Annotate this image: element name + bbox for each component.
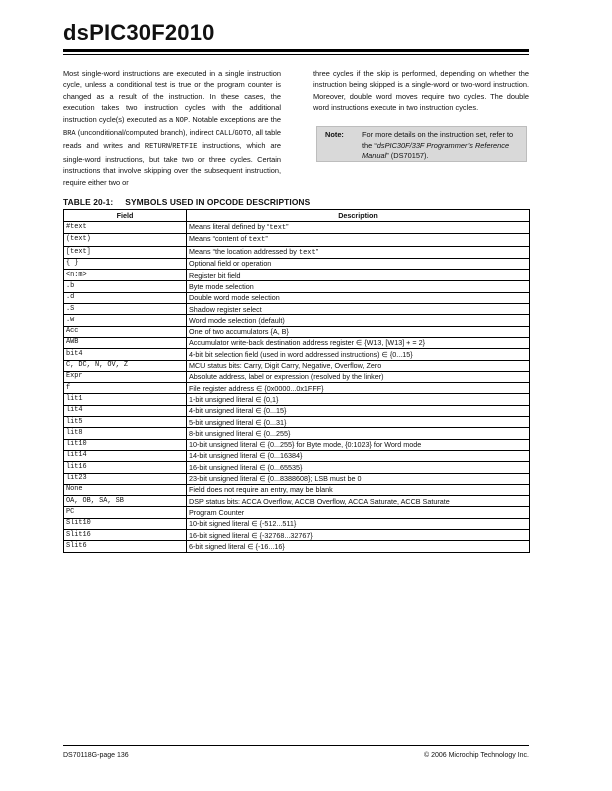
table-row (64, 234, 530, 246)
table-row (64, 360, 530, 371)
field-cell: .d (64, 292, 187, 303)
text-run: 4-bit unsigned literal ∈ {0...15} (189, 406, 287, 416)
text-run: (unconditional/computed branch), indirect (75, 128, 216, 138)
description-cell (187, 292, 530, 303)
text-run: Program Counter (189, 507, 245, 517)
field-cell: Slit6 (64, 541, 187, 552)
field-cell: [text] (64, 246, 187, 258)
field-cell: f (64, 383, 187, 394)
field-cell: lit23 (64, 473, 187, 484)
field-cell: OA, OB, SA, SB (64, 496, 187, 507)
text-run: . Notable exceptions are the (188, 114, 281, 124)
table-row (64, 337, 530, 348)
code-term: RETURN (144, 143, 171, 152)
code-term: GOTO (234, 130, 252, 139)
description-cell (187, 349, 530, 360)
description-cell (187, 360, 530, 371)
text-run: 10-bit unsigned literal ∈ {0...255} for Byte mode, {0:1023} for Word mode (189, 440, 422, 450)
text-run: Optional field or operation (189, 259, 272, 269)
table-row (64, 462, 530, 473)
description-cell (187, 496, 530, 507)
footer-copyright: © 2006 Microchip Technology Inc. (423, 752, 529, 759)
text-run: 16-bit signed literal ∈ {-32768...32767} (189, 530, 313, 540)
description-cell (187, 337, 530, 348)
table-row (64, 383, 530, 394)
table-row (64, 530, 530, 541)
description-cell (187, 439, 530, 450)
field-cell: bit4 (64, 349, 187, 360)
text-run: One of two accumulators {A, B} (189, 327, 289, 337)
field-cell: C, DC, N, OV, Z (64, 360, 187, 371)
text-run: Means “the location addressed by (189, 246, 299, 256)
field-cell: (text) (64, 234, 187, 246)
table-row (64, 405, 530, 416)
table-caption (63, 197, 310, 207)
table-row (64, 349, 530, 360)
description-cell (187, 315, 530, 326)
header-rule-thick (63, 49, 529, 52)
text-run: 6-bit signed literal ∈ {-16...16} (189, 541, 285, 551)
description-cell (187, 371, 530, 382)
description-cell (187, 417, 530, 428)
text-run: Absolute address, label or expression (resolved by the linker) (189, 372, 384, 382)
field-cell: lit5 (64, 417, 187, 428)
description-cell (187, 462, 530, 473)
page-title: dsPIC30F2010 (63, 20, 215, 45)
body-paragraph-left (63, 68, 281, 188)
text-run: ” (286, 222, 289, 231)
description-cell (187, 405, 530, 416)
text-run: Means “content of (189, 234, 249, 244)
text-run: Accumulator write-back destination address register ∈ {W13, [W13] + = 2} (189, 338, 425, 348)
table-row (64, 518, 530, 529)
footer-rule (63, 745, 529, 746)
note-text (362, 130, 524, 162)
text-run: Word mode selection (default) (189, 315, 285, 325)
description-cell (187, 246, 530, 258)
note-box (316, 126, 527, 162)
field-cell: lit14 (64, 450, 187, 461)
text-run: Double word mode selection (189, 293, 280, 303)
field-cell: lit10 (64, 439, 187, 450)
field-cell: Acc (64, 326, 187, 337)
note-reference-title: dsPIC30F/33F Programmer’s Reference Manual (362, 140, 510, 161)
text-run: instructions, which are single-word instructions, but take two or three cycles. Certain instructions that involve skipping over the subsequent instruction, require either two or (63, 141, 281, 187)
body-paragraph-right: three cycles if the skip is performed, depending on whether the instruction being skipped is a single-word or two-word instruction. Moreover, double word moves require two cycles. The double word instructions execute in two instruction cycles. (313, 69, 529, 113)
code-term: text (269, 224, 287, 232)
table-row (64, 507, 530, 518)
table-header-row (64, 210, 530, 222)
description-cell (187, 541, 530, 552)
field-cell: None (64, 484, 187, 495)
text-run: Register bit field (189, 270, 241, 280)
table-row (64, 417, 530, 428)
text-run: 4-bit bit selection field (used in word addressed instructions) ∈ {0...15} (189, 349, 413, 359)
table-row (64, 222, 530, 234)
field-cell: .S (64, 304, 187, 315)
note-text-after: ” (DS70157). (386, 151, 429, 161)
text-run: 16-bit unsigned literal ∈ {0...65535} (189, 462, 303, 472)
header-field: Field (64, 210, 187, 222)
description-cell (187, 473, 530, 484)
text-run: / (232, 128, 235, 138)
description-cell (187, 450, 530, 461)
description-cell (187, 281, 530, 292)
text-run: 8-bit unsigned literal ∈ {0...255} (189, 428, 291, 438)
table-row (64, 246, 530, 258)
text-run: Field does not require an entry, may be blank (189, 485, 333, 495)
code-term: CALL (215, 130, 233, 139)
description-cell (187, 270, 530, 281)
text-run: 14-bit unsigned literal ∈ {0...16384} (189, 451, 303, 461)
field-cell: .b (64, 281, 187, 292)
text-run: 23-bit unsigned literal ∈ {0...8388608}; LSB must be 0 (189, 474, 362, 484)
description-cell (187, 258, 530, 269)
text-run: File register address ∈ {0x0000...0x1FFF} (189, 383, 324, 393)
code-term: RETFIE (172, 143, 198, 152)
table-row (64, 315, 530, 326)
field-cell: #text (64, 222, 187, 234)
footer-document-id: DS70118G-page 136 (63, 752, 129, 759)
description-cell (187, 222, 530, 234)
field-cell: lit1 (64, 394, 187, 405)
table-row (64, 439, 530, 450)
field-cell: { } (64, 258, 187, 269)
field-cell: lit16 (64, 462, 187, 473)
field-cell: lit4 (64, 405, 187, 416)
field-cell: <n:m> (64, 270, 187, 281)
table-row (64, 270, 530, 281)
header-rule-thin (63, 54, 529, 55)
description-cell (187, 507, 530, 518)
text-run: MCU status bits: Carry, Digit Carry, Negative, Overflow, Zero (189, 361, 382, 371)
description-cell (187, 530, 530, 541)
field-cell: Expr (64, 371, 187, 382)
table-row (64, 281, 530, 292)
text-run: Byte mode selection (189, 281, 254, 291)
table-row (64, 258, 530, 269)
description-cell (187, 383, 530, 394)
text-run: ” (265, 234, 268, 244)
text-run: Shadow register select (189, 304, 262, 314)
text-run: Means literal defined by “ (189, 222, 270, 231)
text-run: , all table reads and writes and (63, 128, 281, 151)
text-run: / (170, 141, 173, 151)
table-row (64, 484, 530, 495)
description-cell (187, 326, 530, 337)
text-run: DSP status bits: ACCA Overflow, ACCB Overflow, ACCA Saturate, ACCB Saturate (189, 496, 450, 506)
table-row (64, 450, 530, 461)
header-description: Description (187, 210, 530, 222)
table-title: SYMBOLS USED IN OPCODE DESCRIPTIONS (125, 197, 311, 207)
table-row (64, 371, 530, 382)
description-cell (187, 394, 530, 405)
opcode-symbols-table (63, 209, 530, 553)
description-cell (187, 428, 530, 439)
text-run: 5-bit unsigned literal ∈ {0...31} (189, 417, 287, 427)
code-term: BRA (63, 130, 76, 139)
description-cell (187, 484, 530, 495)
text-run: 1-bit unsigned literal ∈ {0,1} (189, 394, 279, 404)
table-row (64, 496, 530, 507)
table-row (64, 326, 530, 337)
code-term: text (248, 236, 266, 245)
table-row (64, 394, 530, 405)
field-cell: Slit10 (64, 518, 187, 529)
code-term: NOP (175, 116, 189, 125)
field-cell: Slit16 (64, 530, 187, 541)
table-row (64, 473, 530, 484)
note-label: Note: (325, 130, 344, 139)
description-cell (187, 518, 530, 529)
table-row (64, 292, 530, 303)
table-row (64, 541, 530, 552)
description-cell (187, 304, 530, 315)
note-text-before: For more details on the instruction set, refer to the “ (362, 130, 514, 150)
field-cell: PC (64, 507, 187, 518)
field-cell: .w (64, 315, 187, 326)
code-term: text (298, 248, 316, 257)
table-row (64, 304, 530, 315)
text-run: 10-bit signed literal ∈ {-512...511} (189, 519, 297, 529)
field-cell: lit8 (64, 428, 187, 439)
field-cell: AWB (64, 337, 187, 348)
description-cell (187, 234, 530, 246)
table-number: TABLE 20-1: (63, 197, 114, 207)
text-run: ” (315, 246, 319, 256)
table-row (64, 428, 530, 439)
text-run: Most single-word instructions are executed in a single instruction cycle, unless a conditional test is true or the program counter is changed as a result of the instruction. In these cases, the execution takes two instruction cycles with the additional instruction cycle(s) executed as a (63, 69, 281, 124)
